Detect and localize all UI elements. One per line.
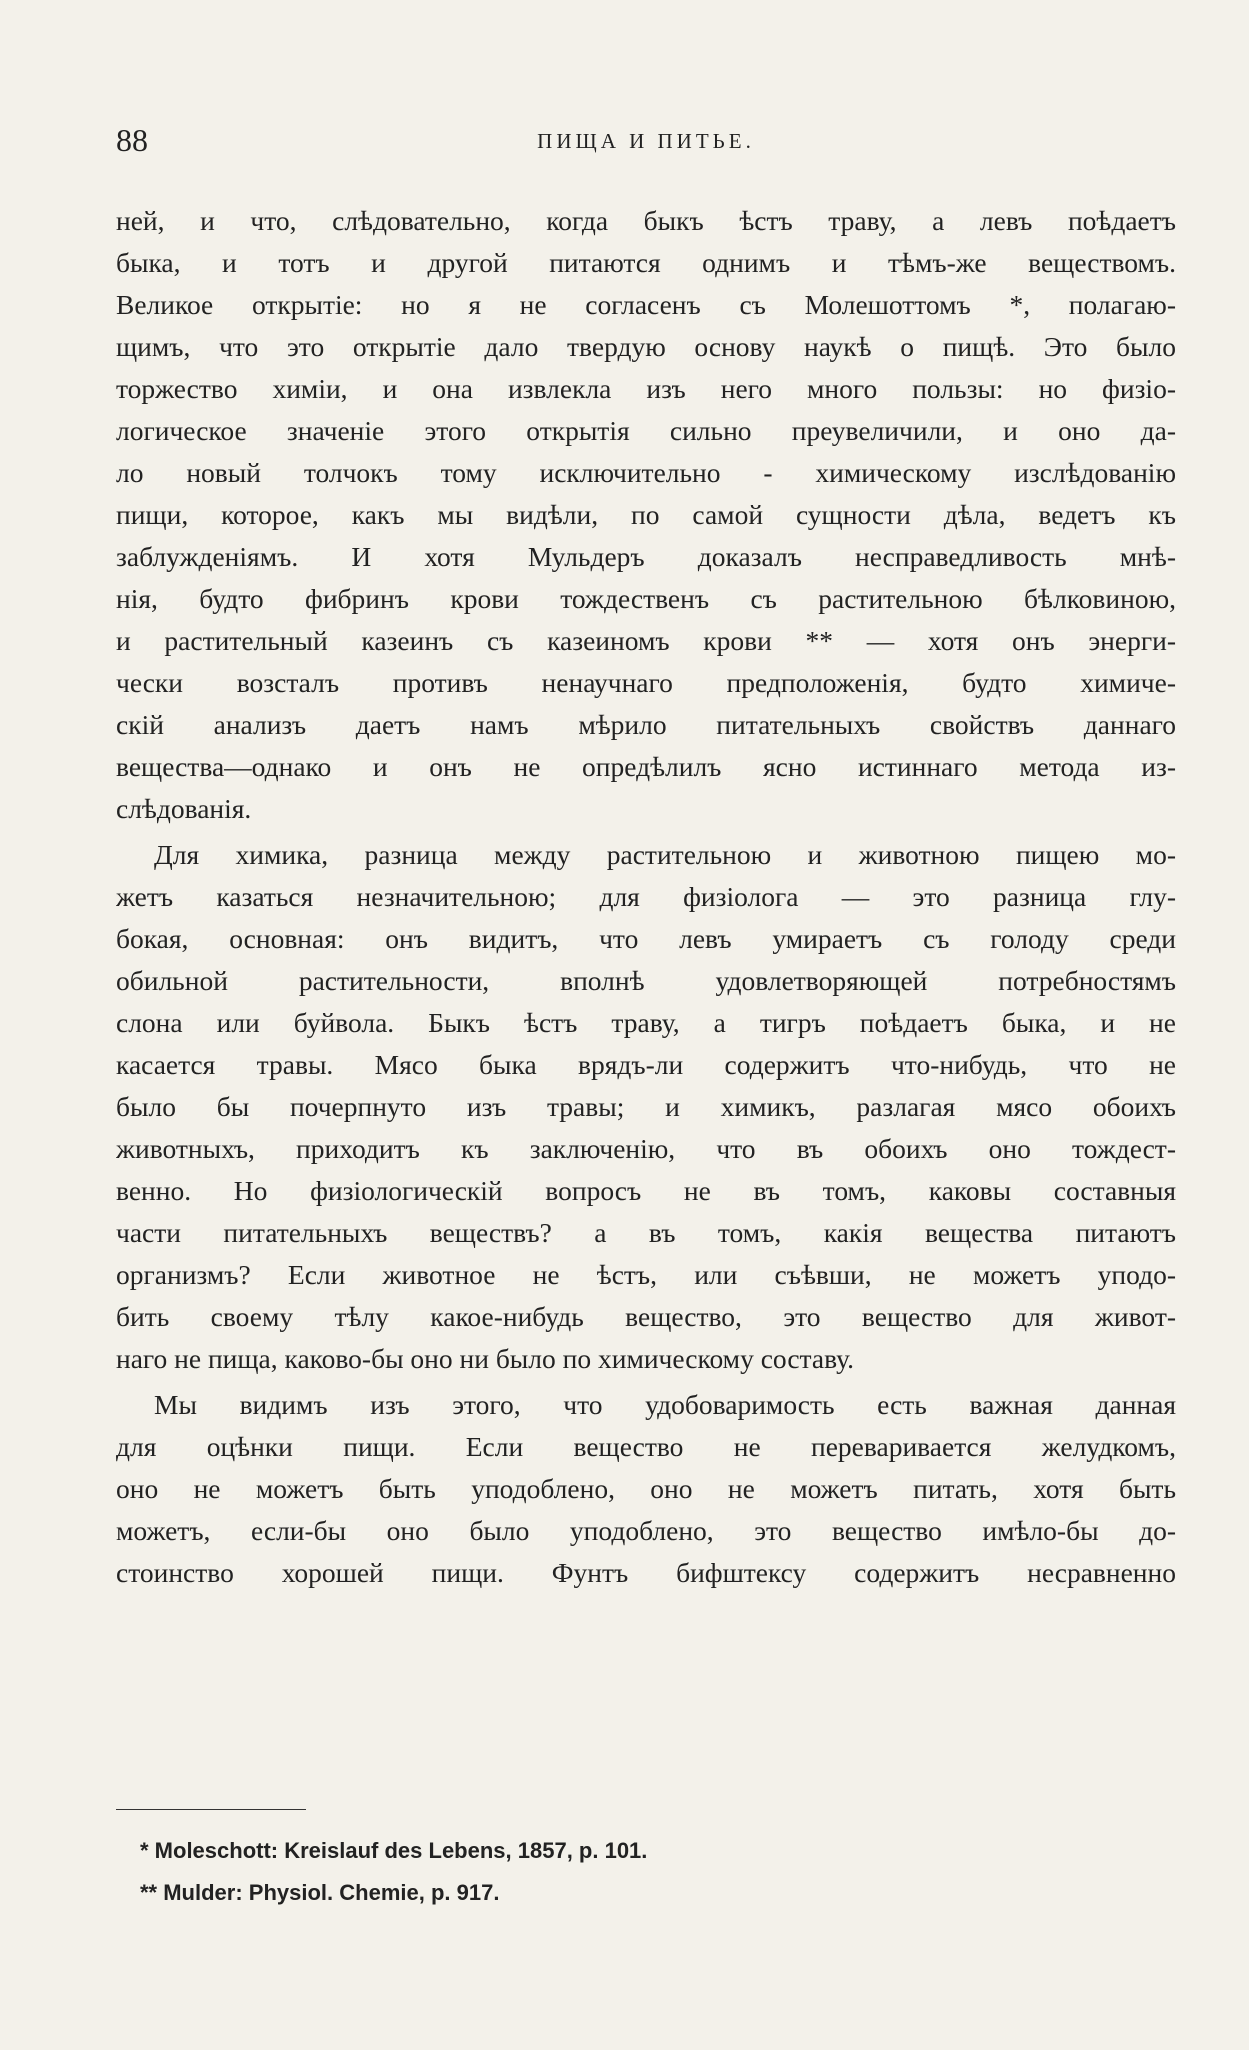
text-line: для оцѣнки пищи. Если вещество не переваривается желудкомъ, xyxy=(116,1431,1176,1462)
footnote-1: * Moleschott: Kreislauf des Lebens, 1857, p. 101. xyxy=(140,1838,648,1863)
text-line: касается травы. Мясо быка врядъ-ли содержитъ что-нибудь, что не xyxy=(116,1049,1176,1080)
text-line: слѣдованія. xyxy=(116,793,252,824)
text-line: скій анализъ даетъ намъ мѣрило питательныхъ свойствъ даннаго xyxy=(116,709,1176,740)
text-line: Для химика, разница между растительною и животною пищею мо- xyxy=(154,839,1176,870)
text-line: бокая, основная: онъ видитъ, что левъ умираетъ съ голоду среди xyxy=(116,923,1176,954)
text-line: слона или буйвола. Быкъ ѣстъ траву, а тигръ поѣдаетъ быка, и не xyxy=(116,1007,1176,1038)
text-line: заблужденіямъ. И хотя Мульдеръ доказалъ несправедливость мнѣ- xyxy=(116,541,1176,572)
paragraph-1 xyxy=(116,200,1176,830)
text-line: животныхъ, приходитъ къ заключенію, что въ обоихъ оно тождест- xyxy=(116,1133,1176,1164)
text-line: торжество химіи, и она извлекла изъ него много пользы: но физіо- xyxy=(116,373,1176,404)
text-line: вещества—однако и онъ не опредѣлилъ ясно истиннаго метода из- xyxy=(116,751,1176,782)
text-line: Великое открытіе: но я не согласенъ съ Молешоттомъ *, полагаю- xyxy=(116,289,1176,320)
text-line: венно. Но физіологическій вопросъ не въ томъ, каковы составныя xyxy=(116,1175,1176,1206)
text-line: нія, будто фибринъ крови тождественъ съ растительною бѣлковиною, xyxy=(116,583,1176,614)
text-line: оно не можетъ быть уподоблено, оно не можетъ питать, хотя быть xyxy=(116,1473,1176,1504)
paragraph-2 xyxy=(116,834,1176,1380)
footnote-divider xyxy=(116,1809,306,1810)
paragraph-3 xyxy=(116,1384,1176,1594)
text-line: обильной растительности, вполнѣ удовлетворяющей потребностямъ xyxy=(116,965,1176,996)
text-line: стоинство хорошей пищи. Фунтъ бифштексу содержитъ несравненно xyxy=(116,1557,1176,1588)
text-line: части питательныхъ веществъ? а въ томъ, какія вещества питаютъ xyxy=(116,1217,1176,1248)
text-line: бить своему тѣлу какое-нибудь вещество, это вещество для живот- xyxy=(116,1301,1176,1332)
text-line: было бы почерпнуто изъ травы; и химикъ, разлагая мясо обоихъ xyxy=(116,1091,1176,1122)
text-line: можетъ, если-бы оно было уподоблено, это вещество имѣло-бы до- xyxy=(116,1515,1176,1546)
text-line: организмъ? Если животное не ѣстъ, или съѣвши, не можетъ уподо- xyxy=(116,1259,1176,1290)
text-line: жетъ казаться незначительною; для физіолога — это разница глу- xyxy=(116,881,1176,912)
body-text xyxy=(116,200,1176,1594)
text-line: быка, и тотъ и другой питаются однимъ и тѣмъ-же веществомъ. xyxy=(116,247,1176,278)
text-line: чески возсталъ противъ ненаучнаго предположенія, будто химиче- xyxy=(116,667,1176,698)
text-line: логическое значеніе этого открытія сильно преувеличили, и оно да- xyxy=(116,415,1176,446)
page-header xyxy=(116,120,1176,164)
text-line: ней, и что, слѣдовательно, когда быкъ ѣстъ траву, а левъ поѣдаетъ xyxy=(116,205,1176,236)
footnote-2: ** Mulder: Physiol. Chemie, p. 917. xyxy=(140,1880,500,1905)
text-line: ло новый толчокъ тому исключительно - химическому изслѣдованію xyxy=(116,457,1176,488)
running-title: ПИЩА И ПИТЬЕ. xyxy=(537,129,755,153)
text-line: пищи, которое, какъ мы видѣли, по самой сущности дѣла, ведетъ къ xyxy=(116,499,1176,530)
text-line: и растительный казеинъ съ казеиномъ крови ** — хотя онъ энерги- xyxy=(116,625,1176,656)
text-line: наго не пища, каково-бы оно ни было по химическому составу. xyxy=(116,1343,855,1374)
text-line: Мы видимъ изъ этого, что удобоваримость есть важная данная xyxy=(154,1389,1176,1420)
footnotes xyxy=(140,1830,1040,1914)
text-line: щимъ, что это открытіе дало твердую основу наукѣ о пищѣ. Это было xyxy=(116,331,1176,362)
page-number: 88 xyxy=(116,122,148,158)
